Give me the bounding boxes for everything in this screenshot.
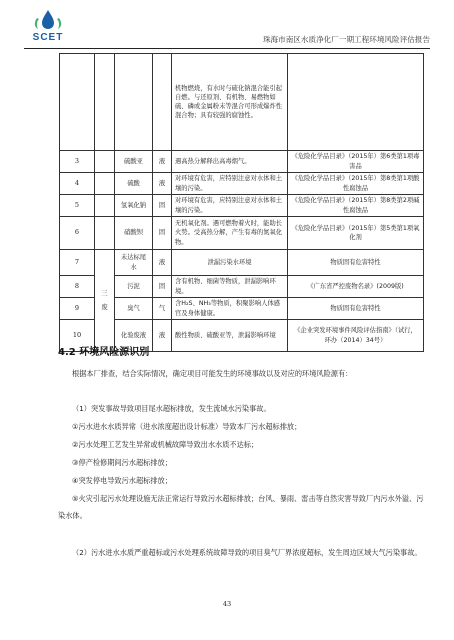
substance-state: 气 [153, 298, 172, 320]
hazard-property-cell: 机物燃烧，有水时与硫化钠混合能引起自燃。与还原剂、有机物、易燃物如硫、磷或金属粉末等混合可形成爆炸性混合物；具有较强的腐蚀性。 [172, 54, 288, 151]
substance-state: 液 [153, 151, 172, 173]
sub-item-1: ①污水进水水质异常（进水浓度超出设计标准）导致本厂污水超标排放； [72, 422, 302, 431]
sub-item-5: ⑤火灾引起污水处理设施无法正常运行导致污水超标排放；台风、暴雨、雷击等自然灾害导致厂内污水外溢、污染水体。 [58, 494, 424, 520]
item-2-paragraph: （2）污水进水水质严重超标或污水处理系统故障导致的项目臭气厂界浓度超标，发生周边区域大气污染事故。 [72, 548, 422, 557]
basis-cell: 《危险化学品目录》（2015年）第6类第1项毒害品 [288, 151, 424, 173]
table-row [60, 151, 424, 173]
row-number: 10 [60, 320, 95, 352]
substance-name: 臭气 [115, 298, 153, 320]
substance-state: 液 [153, 250, 172, 276]
waste-category: 三废 [95, 250, 115, 352]
header-divider [24, 48, 430, 49]
substance-name: 硝酸钡 [115, 217, 153, 250]
table-row [60, 54, 424, 151]
basis-cell: 物质固有危害特性 [288, 250, 424, 276]
basis-cell: 《广东省严控废物名录》(2009版) [288, 276, 424, 298]
table-row [60, 195, 424, 217]
table-row [60, 173, 424, 195]
substance-state: 液 [153, 173, 172, 195]
basis-cell: 《危险化学品目录》（2015年）第8类第1项酸性腐蚀品 [288, 173, 424, 195]
logo-text: SCET [32, 32, 64, 43]
hazard-property-cell: 含有机物、细菌等物质，泄漏影响环境。 [172, 276, 288, 298]
substance-name: 硫酸亚 [115, 151, 153, 173]
substance-name: 化验废液 [115, 320, 153, 352]
substance-name: 氢氧化钠 [115, 195, 153, 217]
section-heading: 4.2 环境风险源识别 [58, 347, 150, 358]
substance-state: 固 [153, 217, 172, 250]
table-row [60, 217, 424, 250]
report-title: 珠海市南区水质净化厂一期工程环境风险评估报告 [262, 35, 430, 44]
basis-cell: 《企业突发环境事件风险评估指南》（试行，环办（2014）34号） [288, 320, 424, 352]
substance-name: 未达标尾水 [115, 250, 153, 276]
row-number: 8 [60, 276, 95, 298]
row-number: 5 [60, 195, 95, 217]
substance-name: 硫酸 [115, 173, 153, 195]
table-row [60, 298, 424, 320]
row-number: 3 [60, 151, 95, 173]
substance-state: 固 [153, 276, 172, 298]
basis-cell: 《危险化学品目录》（2015年）第8类第2项碱性腐蚀品 [288, 195, 424, 217]
hazard-property-cell: 泄漏污染水环境 [172, 250, 288, 276]
hazard-property-cell: 对环境有危害，应特别注意对水体和土壤的污染。 [172, 173, 288, 195]
hazard-property-cell: 无机氧化剂。遇可燃物着火时，能助长火势。受高热分解，产生有毒的氮氧化物。 [172, 217, 288, 250]
basis-cell: 物质固有危害特性 [288, 298, 424, 320]
hazard-property-cell: 含H₂S、NH₃等物质，积聚影响人体感官及身体健康。 [172, 298, 288, 320]
substance-state: 液 [153, 320, 172, 352]
risk-substance-table [59, 53, 424, 352]
row-number: 6 [60, 217, 95, 250]
sub-item-3: ③停产检修期间污水超标排放； [72, 458, 172, 467]
table-row [60, 276, 424, 298]
hazard-property-cell: 对环境有危害，应特别注意对水体和土壤的污染。 [172, 195, 288, 217]
page-header [24, 8, 430, 48]
row-number: 4 [60, 173, 95, 195]
item-1-paragraph: （1）突发事故导致项目尾水超标排放，发生流域水污染事故。 [72, 404, 271, 413]
intro-paragraph: 根据本厂排查，结合实际情况，确定项目可能发生的环境事故以及对应的环境风险源有： [72, 369, 353, 378]
hazard-property-cell: 酸性物质、硫酸亚等，泄漏影响环境 [172, 320, 288, 352]
substance-name: 污泥 [115, 276, 153, 298]
row-number: 7 [60, 250, 95, 276]
basis-cell: 《危险化学品目录》（2015年）第5类第1项氧化剂 [288, 217, 424, 250]
substance-state: 固 [153, 195, 172, 217]
hazard-property-cell: 遇高热分解释出高毒烟气。 [172, 151, 288, 173]
sub-item-4: ④突发停电导致污水超标排放； [72, 476, 172, 485]
table-row [60, 250, 424, 276]
page-number: 43 [222, 600, 232, 608]
row-number: 9 [60, 298, 95, 320]
sub-item-2: ②污水处理工艺发生异常或机械故障导致出水水质不达标； [72, 440, 259, 449]
